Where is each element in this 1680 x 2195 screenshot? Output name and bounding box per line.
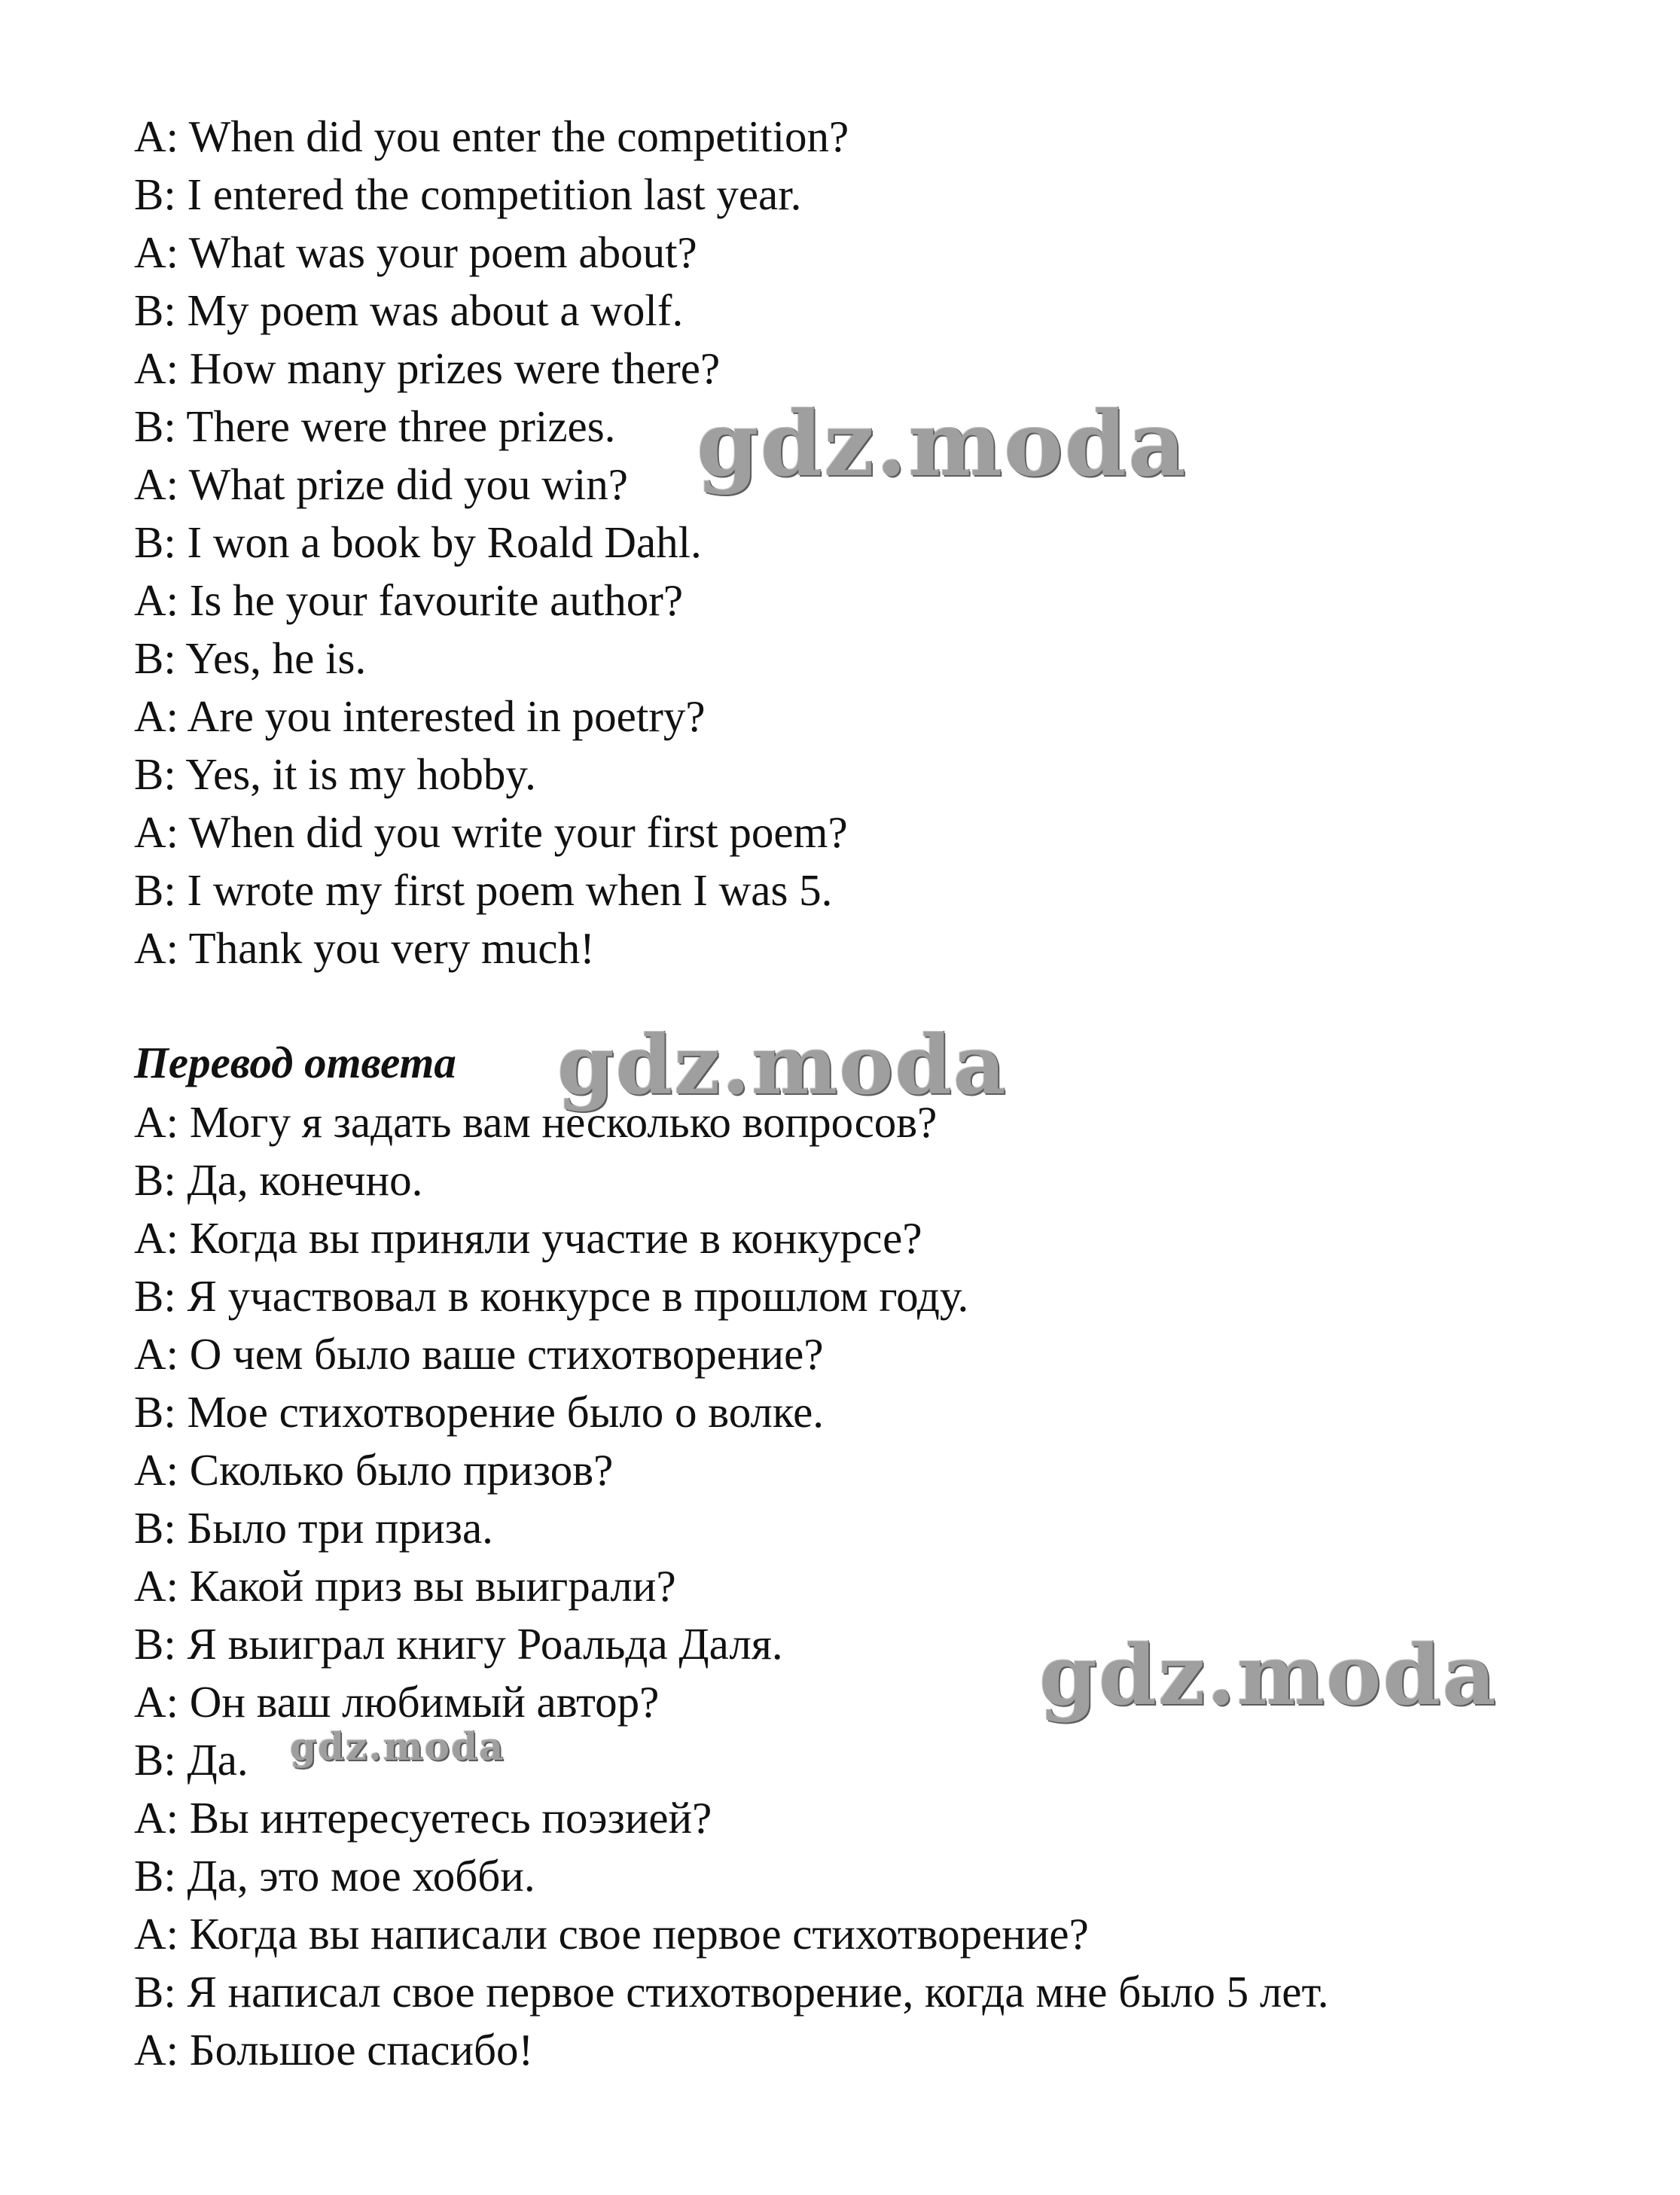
english-dialog bbox=[134, 108, 849, 977]
watermark: gdz.moda bbox=[290, 1724, 505, 1769]
dialog-line: A: Он ваш любимый автор? bbox=[134, 1677, 660, 1727]
dialog-line: B: I won a book by Roald Dahl. bbox=[134, 517, 702, 567]
dialog-line: B: I wrote my first poem when I was 5. bbox=[134, 865, 833, 915]
dialog-line: A: Большое спасибо! bbox=[134, 2025, 534, 2075]
watermark: gdz.moda bbox=[557, 1018, 1008, 1113]
watermark: gdz.moda bbox=[1039, 1626, 1498, 1724]
dialog-line: A: How many prizes were there? bbox=[134, 343, 721, 393]
dialog-line: B: Мое стихотворение было о волке. bbox=[134, 1387, 825, 1437]
dialog-line: A: Какой приз вы выиграли? bbox=[134, 1561, 676, 1611]
dialog-line: B: I entered the competition last year. bbox=[134, 169, 802, 219]
dialog-line: A: When did you write your first poem? bbox=[134, 807, 848, 857]
dialog-line: B: My poem was about a wolf. bbox=[134, 285, 684, 335]
dialog-line: A: Сколько было призов? bbox=[134, 1445, 614, 1495]
dialog-line: B: There were three prizes. bbox=[134, 401, 616, 451]
dialog-line: B: Да. bbox=[134, 1735, 248, 1785]
dialog-line: A: Thank you very much! bbox=[134, 923, 595, 973]
dialog-line: A: Are you interested in poetry? bbox=[134, 691, 706, 741]
translation-heading: Перевод ответа bbox=[134, 1038, 456, 1087]
watermark: gdz.moda bbox=[697, 392, 1188, 496]
dialog-line: B: Я выиграл книгу Роальда Даля. bbox=[134, 1619, 783, 1669]
dialog-line: A: Вы интересуетесь поэзией? bbox=[134, 1793, 712, 1843]
russian-dialog bbox=[134, 1093, 1329, 2079]
dialog-line: A: When did you enter the competition? bbox=[134, 111, 849, 161]
dialog-line: A: О чем было ваше стихотворение? bbox=[134, 1329, 824, 1379]
dialog-line: A: What was your poem about? bbox=[134, 227, 697, 277]
dialog-line: B: Да, конечно. bbox=[134, 1155, 423, 1205]
dialog-line: A: Когда вы приняли участие в конкурсе? bbox=[134, 1213, 922, 1263]
dialog-line: A: What prize did you win? bbox=[134, 459, 628, 509]
dialog-line: A: Могу я задать вам несколько вопросов? bbox=[134, 1097, 938, 1147]
dialog-line: A: Is he your favourite author? bbox=[134, 575, 684, 625]
dialog-line: B: Yes, it is my hobby. bbox=[134, 749, 536, 799]
dialog-line: A: Когда вы написали свое первое стихотворение? bbox=[134, 1909, 1089, 1959]
dialog-line: B: Yes, he is. bbox=[134, 633, 367, 683]
dialog-line: B: Я участвовал в конкурсе в прошлом году. bbox=[134, 1271, 969, 1321]
dialog-line: B: Было три приза. bbox=[134, 1503, 493, 1553]
dialog-line: B: Я написал свое первое стихотворение, когда мне было 5 лет. bbox=[134, 1967, 1329, 2017]
dialog-line: B: Да, это мое хобби. bbox=[134, 1851, 535, 1901]
